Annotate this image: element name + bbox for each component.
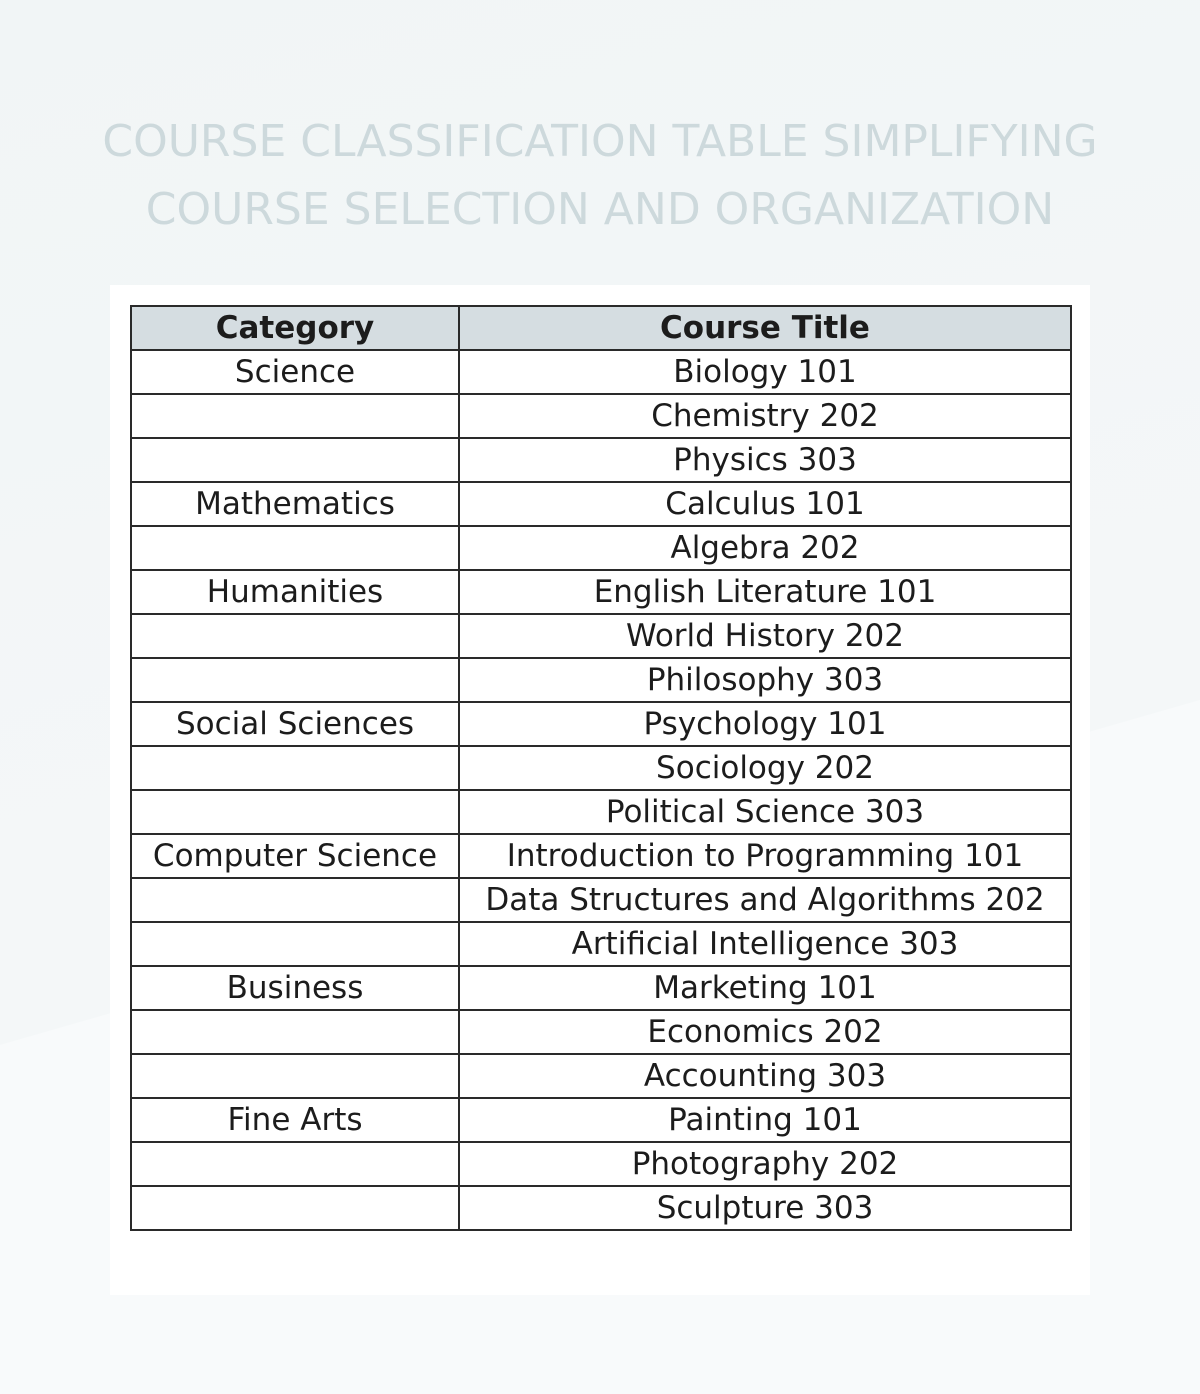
category-cell	[131, 1054, 459, 1098]
course-title-cell: Biology 101	[459, 350, 1071, 394]
course-title-cell: Philosophy 303	[459, 658, 1071, 702]
course-title-cell: Algebra 202	[459, 526, 1071, 570]
page-title	[0, 108, 1200, 244]
table-row	[131, 1142, 1071, 1186]
table-row	[131, 834, 1071, 878]
course-title-cell: Data Structures and Algorithms 202	[459, 878, 1071, 922]
course-title-cell: Artificial Intelligence 303	[459, 922, 1071, 966]
category-cell	[131, 1186, 459, 1230]
course-title-cell: Sociology 202	[459, 746, 1071, 790]
header-course-title: Course Title	[459, 306, 1071, 350]
course-title-cell: Calculus 101	[459, 482, 1071, 526]
course-title-cell: English Literature 101	[459, 570, 1071, 614]
category-cell: Business	[131, 966, 459, 1010]
course-title-cell: Economics 202	[459, 1010, 1071, 1054]
table-row	[131, 614, 1071, 658]
course-title-cell: Physics 303	[459, 438, 1071, 482]
page-title-line-1: COURSE CLASSIFICATION TABLE SIMPLIFYING	[102, 116, 1098, 167]
table-row	[131, 1054, 1071, 1098]
page-title-line-2: COURSE SELECTION AND ORGANIZATION	[145, 184, 1055, 235]
table-row	[131, 658, 1071, 702]
category-cell: Fine Arts	[131, 1098, 459, 1142]
course-title-cell: Marketing 101	[459, 966, 1071, 1010]
header-category: Category	[131, 306, 459, 350]
category-cell	[131, 614, 459, 658]
table-row	[131, 878, 1071, 922]
table-row	[131, 482, 1071, 526]
table-row	[131, 922, 1071, 966]
course-title-cell: Photography 202	[459, 1142, 1071, 1186]
table-row	[131, 790, 1071, 834]
course-title-cell: Painting 101	[459, 1098, 1071, 1142]
course-classification-table	[130, 305, 1072, 1231]
table-row	[131, 1010, 1071, 1054]
category-cell	[131, 746, 459, 790]
category-cell	[131, 922, 459, 966]
table-row	[131, 1186, 1071, 1230]
table-row	[131, 438, 1071, 482]
course-title-cell: Political Science 303	[459, 790, 1071, 834]
table-row	[131, 746, 1071, 790]
table-row	[131, 394, 1071, 438]
category-cell: Social Sciences	[131, 702, 459, 746]
category-cell: Mathematics	[131, 482, 459, 526]
category-cell	[131, 658, 459, 702]
table-row	[131, 526, 1071, 570]
category-cell: Humanities	[131, 570, 459, 614]
course-title-cell: Psychology 101	[459, 702, 1071, 746]
category-cell: Computer Science	[131, 834, 459, 878]
course-title-cell: Chemistry 202	[459, 394, 1071, 438]
table-row	[131, 702, 1071, 746]
course-title-cell: World History 202	[459, 614, 1071, 658]
course-title-cell: Accounting 303	[459, 1054, 1071, 1098]
category-cell	[131, 526, 459, 570]
category-cell	[131, 878, 459, 922]
table-row	[131, 1098, 1071, 1142]
course-title-cell: Sculpture 303	[459, 1186, 1071, 1230]
category-cell	[131, 1142, 459, 1186]
table-header-row	[131, 306, 1071, 350]
category-cell	[131, 438, 459, 482]
category-cell	[131, 1010, 459, 1054]
table-row	[131, 350, 1071, 394]
table-row	[131, 966, 1071, 1010]
course-title-cell: Introduction to Programming 101	[459, 834, 1071, 878]
category-cell	[131, 394, 459, 438]
category-cell	[131, 790, 459, 834]
category-cell: Science	[131, 350, 459, 394]
table-row	[131, 570, 1071, 614]
